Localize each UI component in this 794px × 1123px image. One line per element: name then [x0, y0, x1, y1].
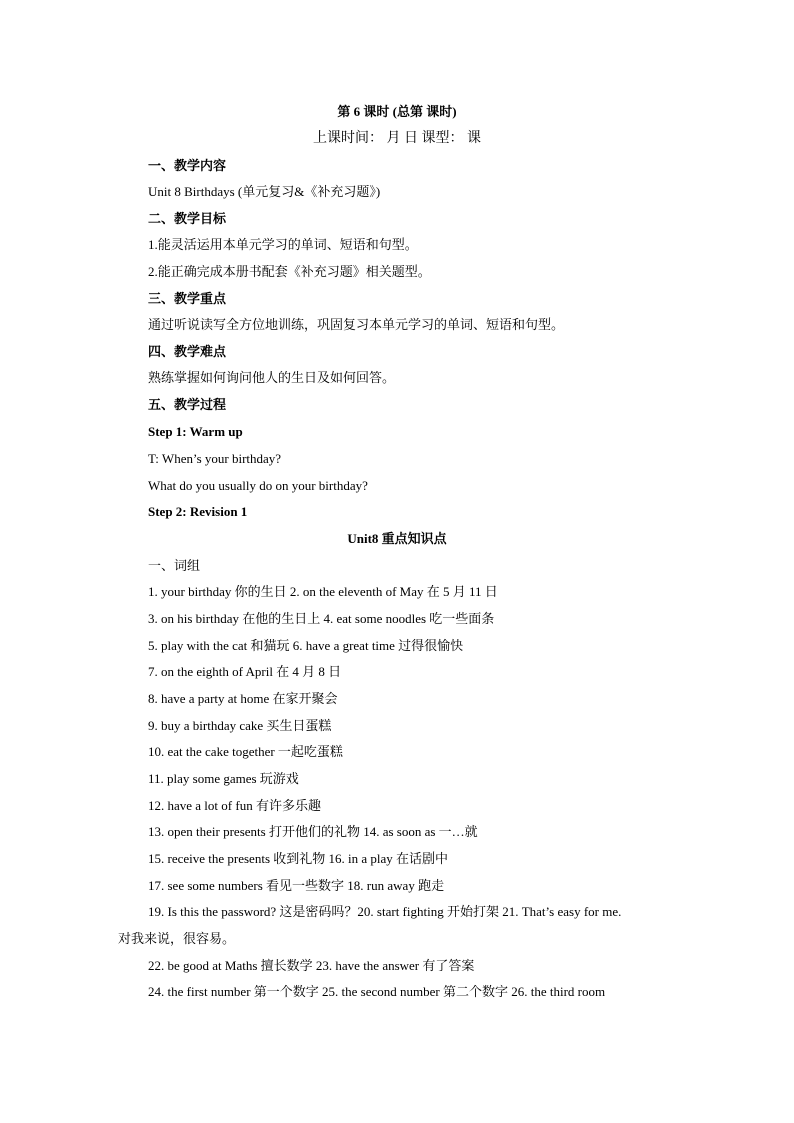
- lesson-title: 第 6 课时 (总第 课时): [337, 104, 457, 119]
- section-5-heading: 五、教学过程: [148, 397, 227, 412]
- section-2-heading: 二、教学目标: [148, 211, 227, 226]
- section-1-heading: 一、教学内容: [148, 158, 227, 173]
- step-1-question-2: What do you usually do on your birthday?: [148, 478, 368, 493]
- phrase-line: 12. have a lot of fun 有许多乐趣: [148, 798, 321, 813]
- phrase-line: 10. eat the cake together 一起吃蛋糕: [148, 744, 343, 759]
- step-1-heading: Step 1: Warm up: [148, 424, 243, 439]
- phrase-line: 13. open their presents 打开他们的礼物 14. as soon as 一…就: [148, 824, 478, 839]
- section-2-item-1: 1.能灵活运用本单元学习的单词、短语和句型。: [148, 237, 418, 252]
- step-1-question-1: T: When’s your birthday?: [148, 451, 282, 466]
- section-1-text: Unit 8 Birthdays (单元复习&《补充习题》): [148, 184, 381, 199]
- phrase-line: 8. have a party at home 在家开聚会: [148, 691, 338, 706]
- section-3-text: 通过听说读写全方位地训练，巩固复习本单元学习的单词、短语和句型。: [148, 317, 565, 332]
- knowledge-title: Unit8 重点知识点: [347, 531, 447, 546]
- section-4-text: 熟练掌握如何询问他人的生日及如何回答。: [148, 370, 396, 385]
- phrase-line: 22. be good at Maths 擅长数学 23. have the answer 有了答案: [148, 958, 475, 973]
- phrases-heading: 一、词组: [148, 558, 201, 573]
- phrase-line: 11. play some games 玩游戏: [148, 771, 299, 786]
- phrase-line: 9. buy a birthday cake 买生日蛋糕: [148, 718, 332, 733]
- phrase-line: 17. see some numbers 看见一些数字 18. run away 跑走: [148, 878, 445, 893]
- class-time-line: 上课时间： 月 日 课型： 课: [313, 131, 481, 146]
- section-3-heading: 三、教学重点: [148, 291, 227, 306]
- phrase-line: 7. on the eighth of April 在 4 月 8 日: [148, 664, 342, 679]
- phrase-line-continued: 对我来说，很容易。: [118, 931, 236, 946]
- section-4-heading: 四、教学难点: [148, 344, 227, 359]
- phrase-line: 1. your birthday 你的生日 2. on the eleventh of May 在 5 月 11 日: [148, 584, 498, 599]
- phrase-line: 19. Is this the password? 这是密码吗？20. start fighting 开始打架 21. That’s easy for me.: [148, 904, 622, 919]
- section-2-item-2: 2.能正确完成本册书配套《补充习题》相关题型。: [148, 264, 431, 279]
- phrase-line: 5. play with the cat 和猫玩 6. have a great time 过得很愉快: [148, 638, 464, 653]
- phrase-line: 24. the first number 第一个数字 25. the second number 第二个数字 26. the third room: [148, 984, 606, 999]
- phrase-line: 15. receive the presents 收到礼物 16. in a play 在话剧中: [148, 851, 449, 866]
- step-2-heading: Step 2: Revision 1: [148, 504, 248, 519]
- phrase-line: 3. on his birthday 在他的生日上 4. eat some noodles 吃一些面条: [148, 611, 495, 626]
